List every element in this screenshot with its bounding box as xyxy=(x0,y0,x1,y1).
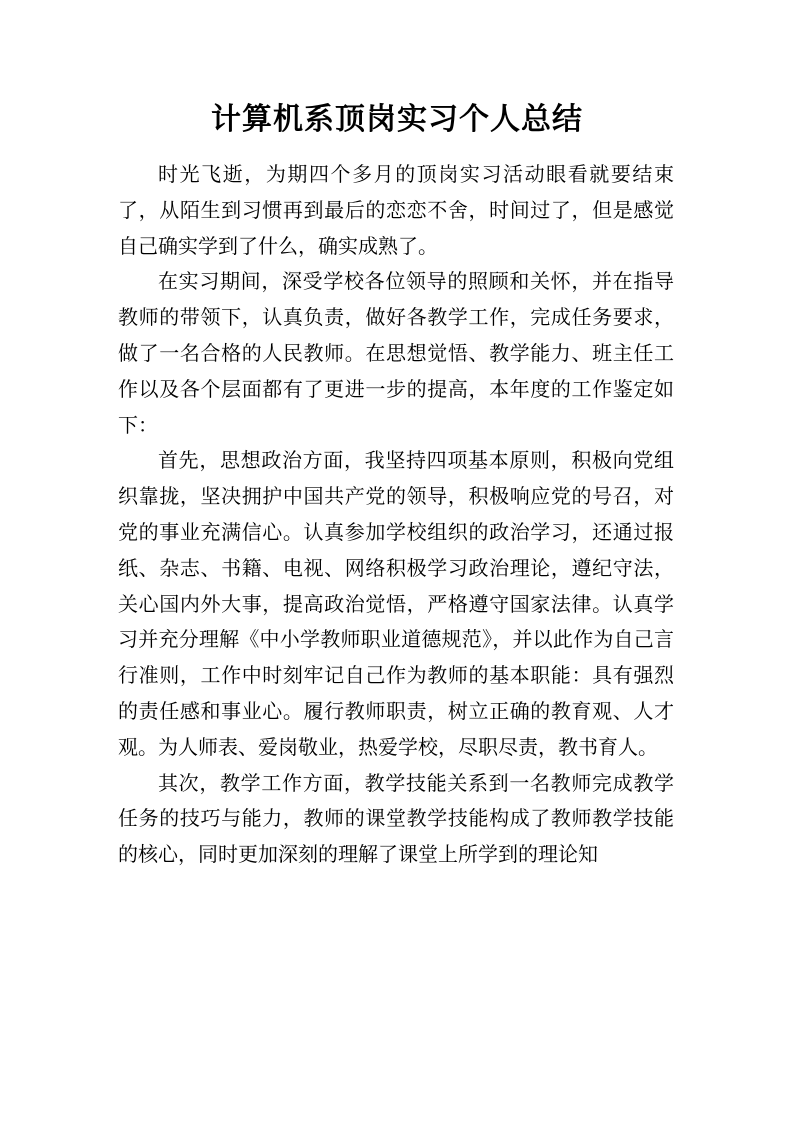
document-body xyxy=(118,157,674,873)
paragraph-internship: 在实习期间，深受学校各位领导的照顾和关怀，并在指导教师的带领下，认真负责，做好各教学工作，完成任务要求，做了一名合格的人民教师。在思想觉悟、教学能力、班主任工作以及各个层面都有了更进一步的提高，本年度的工作鉴定如下： xyxy=(118,269,674,437)
paragraph-teaching: 其次，教学工作方面，教学技能关系到一名教师完成教学任务的技巧与能力，教师的课堂教学技能构成了教师教学技能的核心，同时更加深刻的理解了课堂上所学到的理论知 xyxy=(118,770,674,867)
paragraph-political: 首先，思想政治方面，我坚持四项基本原则，积极向党组织靠拢，坚决拥护中国共产党的领导，积极响应党的号召，对党的事业充满信心。认真参加学校组织的政治学习，还通过报纸、杂志、书籍、电视、网络积极学习政治理论，遵纪守法，关心国内外大事，提高政治觉悟，严格遵守国家法律。认真学习并充分理解《中小学教师职业道德规范》，并以此作为自己言行准则，工作中时刻牢记自己作为教师的基本职能：具有强烈的责任感和事业心。履行教师职责，树立正确的教育观、人才观。为人师表、爱岗敬业，热爱学校，尽职尽责，教书育人。 xyxy=(118,448,674,759)
document-title: 计算机系顶岗实习个人总结 xyxy=(211,102,583,137)
paragraph-intro: 时光飞逝，为期四个多月的顶岗实习活动眼看就要结束了，从陌生到习惯再到最后的恋恋不舍，时间过了，但是感觉自己确实学到了什么，确实成熟了。 xyxy=(118,162,674,258)
